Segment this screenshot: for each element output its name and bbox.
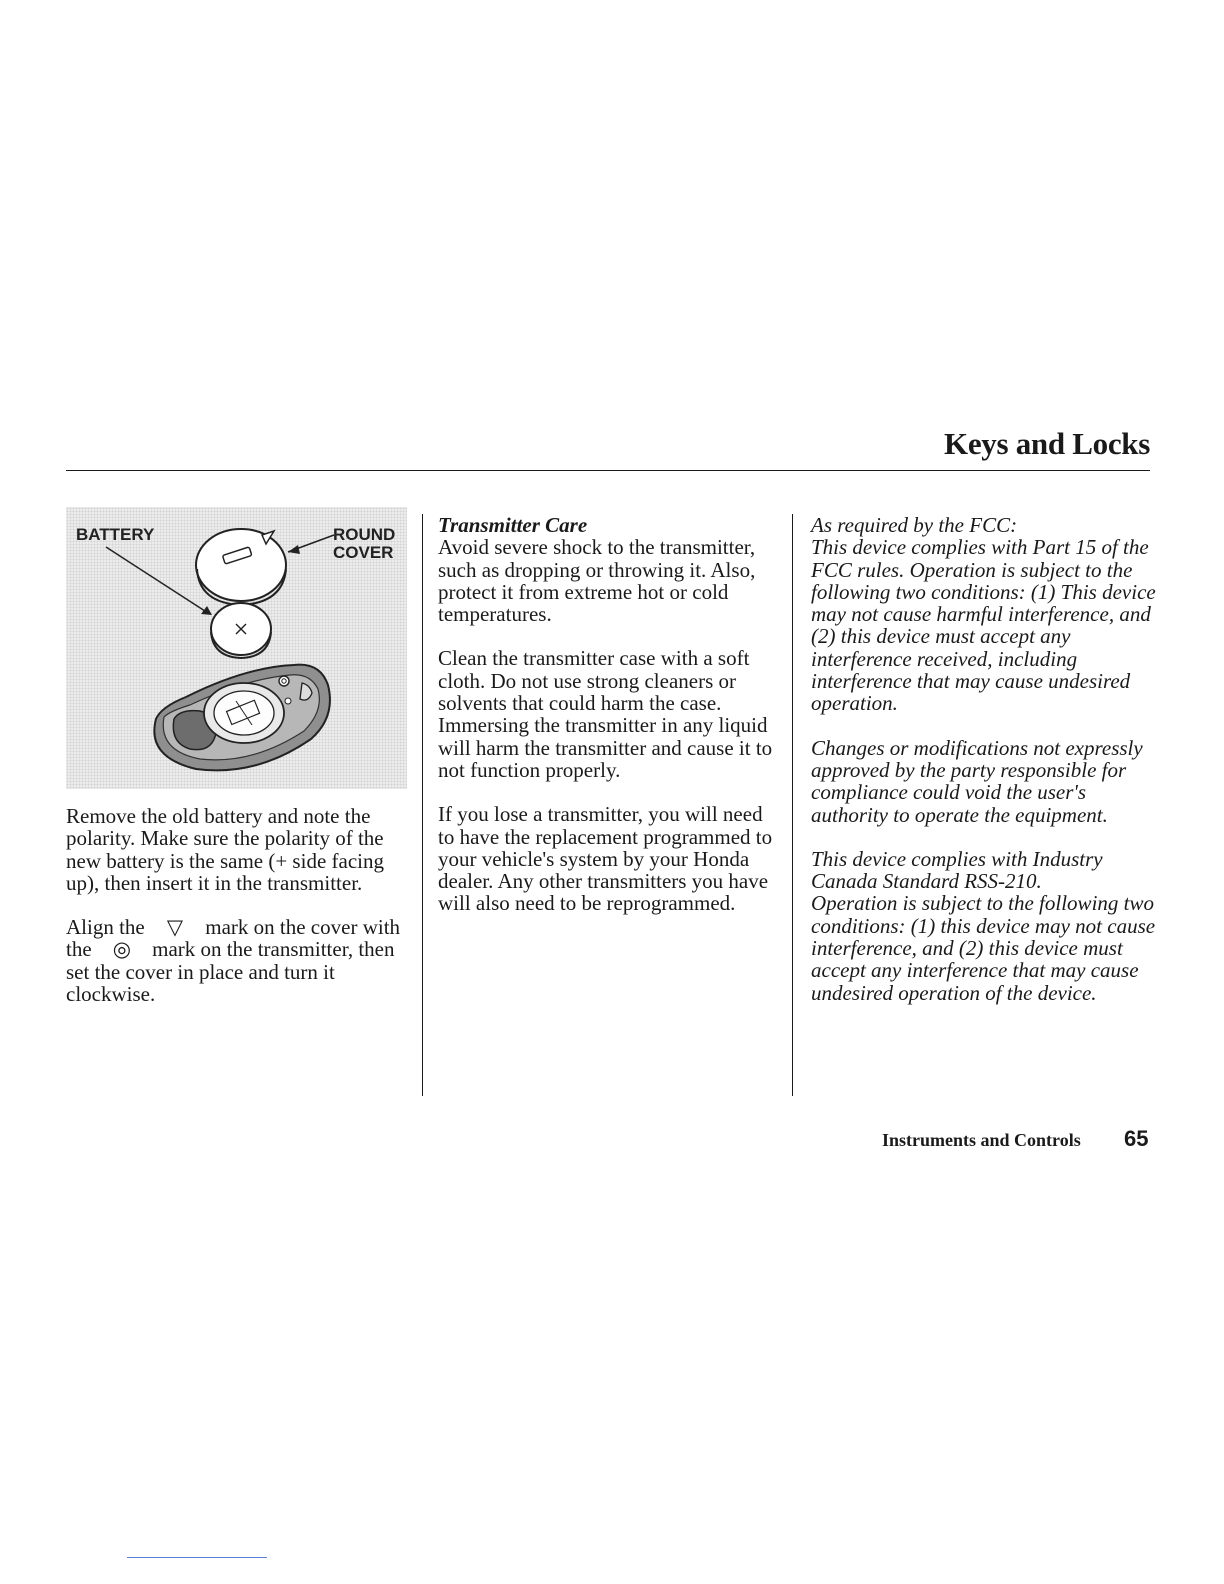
paragraph: Operation is subject to the following two conditions: (1) this device may not cause interference, and (2) this device must accept any interference that may cause undesired operation of the device. — [811, 891, 1156, 1005]
paragraph: Avoid severe shock to the transmitter, such as dropping or throwing it. Also, protect it from extreme hot or cold temperatures. — [438, 535, 756, 627]
paragraph: If you lose a transmitter, you will need to have the replacement programmed to your vehicle's system by your Honda dealer. Any other transmitters you have will also need to be reprogrammed. — [438, 802, 773, 916]
paragraph: Clean the transmitter case with a soft cloth. Do not use strong cleaners or solvents that could harm the case. Immersing the transmitter in any liquid will harm the transmitter and cause it to not function properly. — [438, 646, 773, 782]
paragraph — [66, 916, 411, 1005]
paragraph-text: mark on the transmitter, then set the cover in place and turn it clockwise. — [66, 937, 395, 1007]
section-heading: Transmitter Care — [438, 513, 588, 537]
paragraph-text: Align the — [66, 915, 145, 940]
column-2 — [438, 514, 783, 937]
column-divider — [792, 514, 793, 1096]
paragraph-text: mark on the cover with the — [66, 915, 401, 962]
header-rule — [66, 470, 1150, 471]
round-cover-label — [333, 526, 395, 562]
column-3 — [811, 514, 1156, 1026]
paragraph: This device complies with Part 15 of the FCC rules. Operation is subject to the following two conditions: (1) This device may not cause harmful interference, and (2) this device must accept any interference received, including interference that may cause undesired operation. — [811, 535, 1156, 716]
column-divider — [422, 514, 423, 1096]
canada-intro: This device complies with Industry Canada Standard RSS-210. — [811, 846, 1103, 894]
fcc-intro: As required by the FCC: — [811, 513, 1018, 537]
page-number: 65 — [1124, 1126, 1149, 1151]
footer-section-name: Instruments and Controls — [882, 1130, 1081, 1150]
triangle-mark-icon: ▽ — [166, 915, 184, 940]
battery-label: BATTERY — [76, 525, 155, 544]
column-1 — [66, 507, 411, 1027]
bottom-link-line — [127, 1557, 267, 1558]
battery-replacement-figure — [66, 507, 407, 789]
circle-mark-icon: ◎ — [112, 937, 132, 962]
paragraph: Remove the old battery and note the polarity. Make sure the polarity of the new battery is the same (+ side facing up), then insert it in the transmitter. — [66, 804, 384, 895]
round-cover-label-line2: COVER — [333, 543, 394, 562]
paragraph: Changes or modifications not expressly approved by the party responsible for compliance could void the user's authority to operate the equipment. — [811, 735, 1143, 827]
round-cover-label-line1: ROUND — [333, 525, 396, 544]
page-title: Keys and Locks — [944, 426, 1150, 461]
